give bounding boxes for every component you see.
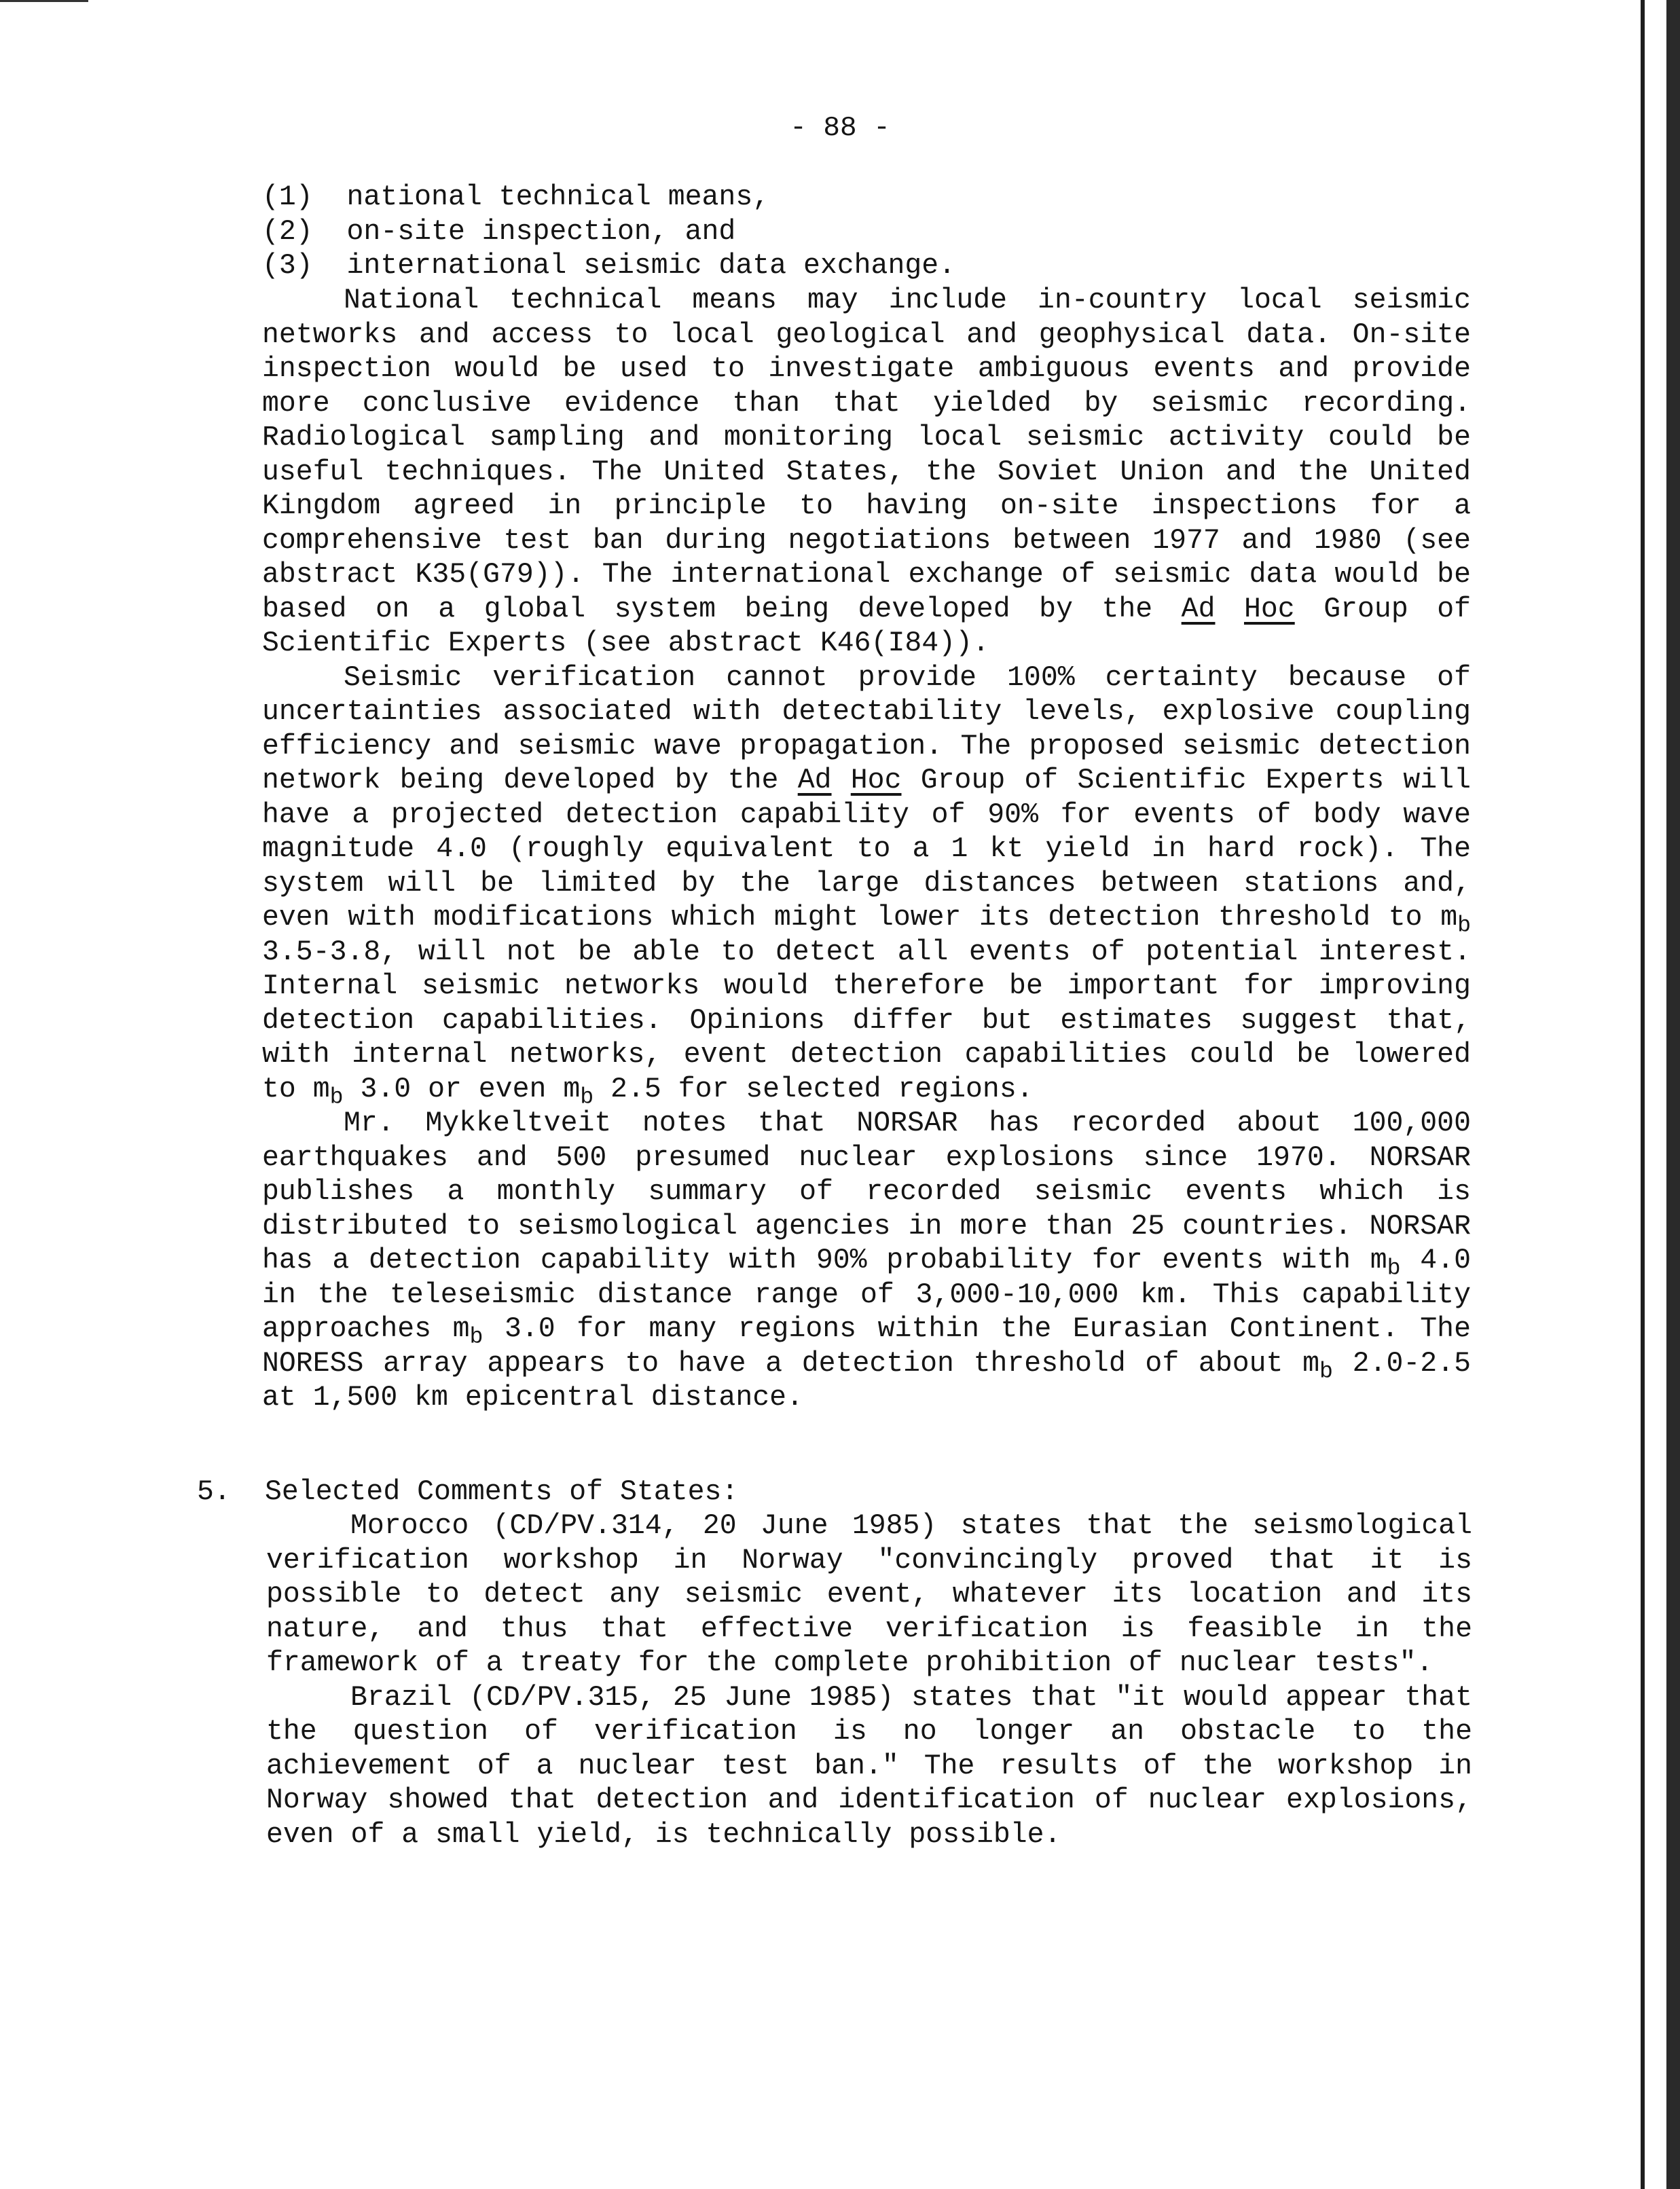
underlined-term: Hoc [850, 765, 902, 796]
underlined-term: Ad [797, 765, 832, 796]
list-item [262, 249, 1471, 284]
paragraph-brazil: Brazil (CD/PV.315, 25 June 1985) states that "it would appear that the question of verification is no longer an obstacle to the achievement of a nuclear test ban." The results of the workshop in Norway showed that detection and identification of nuclear explosions, even of a small yield, is technically possible. [266, 1681, 1472, 1851]
text-run: Mr. Mykkeltveit notes that NORSAR has recorded about 100,000 earthquakes and 500 presumed nuclear explosions since 1970. NORSAR publishes a monthly summary of recorded seismic events which is distributed to seismological agencies in more than 25 countries. NORSAR has a detection capability with 90% probability for events with [262, 1107, 1471, 1276]
text-run: 3.5-3.8, will not be able to detect all events of potential interest. Internal seismic networks would therefore be important for improving detection capabilities. Opinions differ but estimates suggest that, with internal networks, event detection capabilities could be lowered to [262, 936, 1471, 1105]
section-body [266, 1509, 1472, 1852]
scan-page-edge [1641, 0, 1680, 2189]
list-text: on-site inspection, and [346, 215, 736, 248]
magnitude-symbol: $m_b$ [452, 1313, 483, 1350]
section-number: 5. [197, 1476, 231, 1508]
text-run: 3.0 or even [360, 1073, 547, 1105]
underlined-term: Ad [1181, 593, 1216, 625]
magnitude-symbol: $m_b$ [312, 1073, 344, 1109]
magnitude-symbol: $m_b$ [563, 1073, 594, 1109]
text-run: Group of Scientific Experts will have a projected detection capability of 90% for events of body wave magnitude 4.0 (roughly equivalent to a 1 kt yield in hard rock). The system will be limited by the large distances between stations and, even with modifications which might lower its detection threshold to [262, 765, 1472, 934]
magnitude-symbol: $m_b$ [1440, 902, 1472, 938]
text-run: Seismic verification cannot provide 100% certainty because of uncertainties associated with detectability levels, explosive coupling efficiency and seismic wave propagation. The proposed seismic detection network being developed by the [262, 661, 1471, 796]
list-item [262, 215, 1471, 250]
text-run: 2.0-2.5 at 1,500 km epicentral distance. [262, 1347, 1472, 1414]
magnitude-symbol: $m_b$ [1302, 1347, 1333, 1384]
list-text: international seismic data exchange. [346, 250, 956, 282]
list-item [262, 181, 1471, 215]
list-marker: (3) [262, 250, 313, 282]
text-run: 3.0 for many regions within the Eurasian Continent. The NORESS array appears to have a detection threshold of about [262, 1313, 1471, 1380]
paragraph-norsar [262, 1107, 1471, 1416]
paragraph-morocco: Morocco (CD/PV.314, 20 June 1985) states that the seismological verification workshop in Norway "convincingly proved that it is possible to detect any seismic event, whatever its location and its nature, and thus that effective verification is feasible in the framework of a treaty for the complete prohibition of nuclear tests". [266, 1510, 1472, 1679]
text-run: National technical means may include in-country local seismic networks and access to local geological and geophysical data. On-site inspection would be used to investigate ambiguous events and provide more conclusive evidence than that yielded by seismic recording. Radiological sampling and monitoring local seismic activity could be useful techniques. The United States, the Soviet Union and the United Kingdom agreed in principle to having on-site inspections for a comprehensive test ban during negotiations between 1977 and 1980 (see abstract K35(G79)). The international exchange of seismic data would be based on a global system being developed by the [262, 284, 1471, 625]
list-marker: (1) [262, 181, 313, 213]
body-text [262, 284, 1471, 1416]
magnitude-symbol: $m_b$ [1370, 1245, 1401, 1281]
paragraph-seismic-verification [262, 661, 1471, 1107]
text-run: 4.0 in the teleseismic distance range of 3,000-10,000 km. This capability approaches [262, 1245, 1472, 1345]
list-marker: (2) [262, 215, 313, 248]
text-run: Group of Scientific Experts (see abstract K46(I84)). [262, 593, 1472, 659]
paragraph-national-technical-means [262, 284, 1471, 661]
scan-corner-mark [0, 0, 88, 2]
section-title: Selected Comments of States: [265, 1476, 739, 1508]
text-run: 2.5 for selected regions. [610, 1073, 1034, 1105]
page-number: - 88 - [790, 113, 890, 144]
section-heading [197, 1475, 738, 1510]
numbered-list [262, 181, 1471, 284]
underlined-term: Hoc [1243, 593, 1295, 625]
list-text: national technical means, [346, 181, 770, 213]
